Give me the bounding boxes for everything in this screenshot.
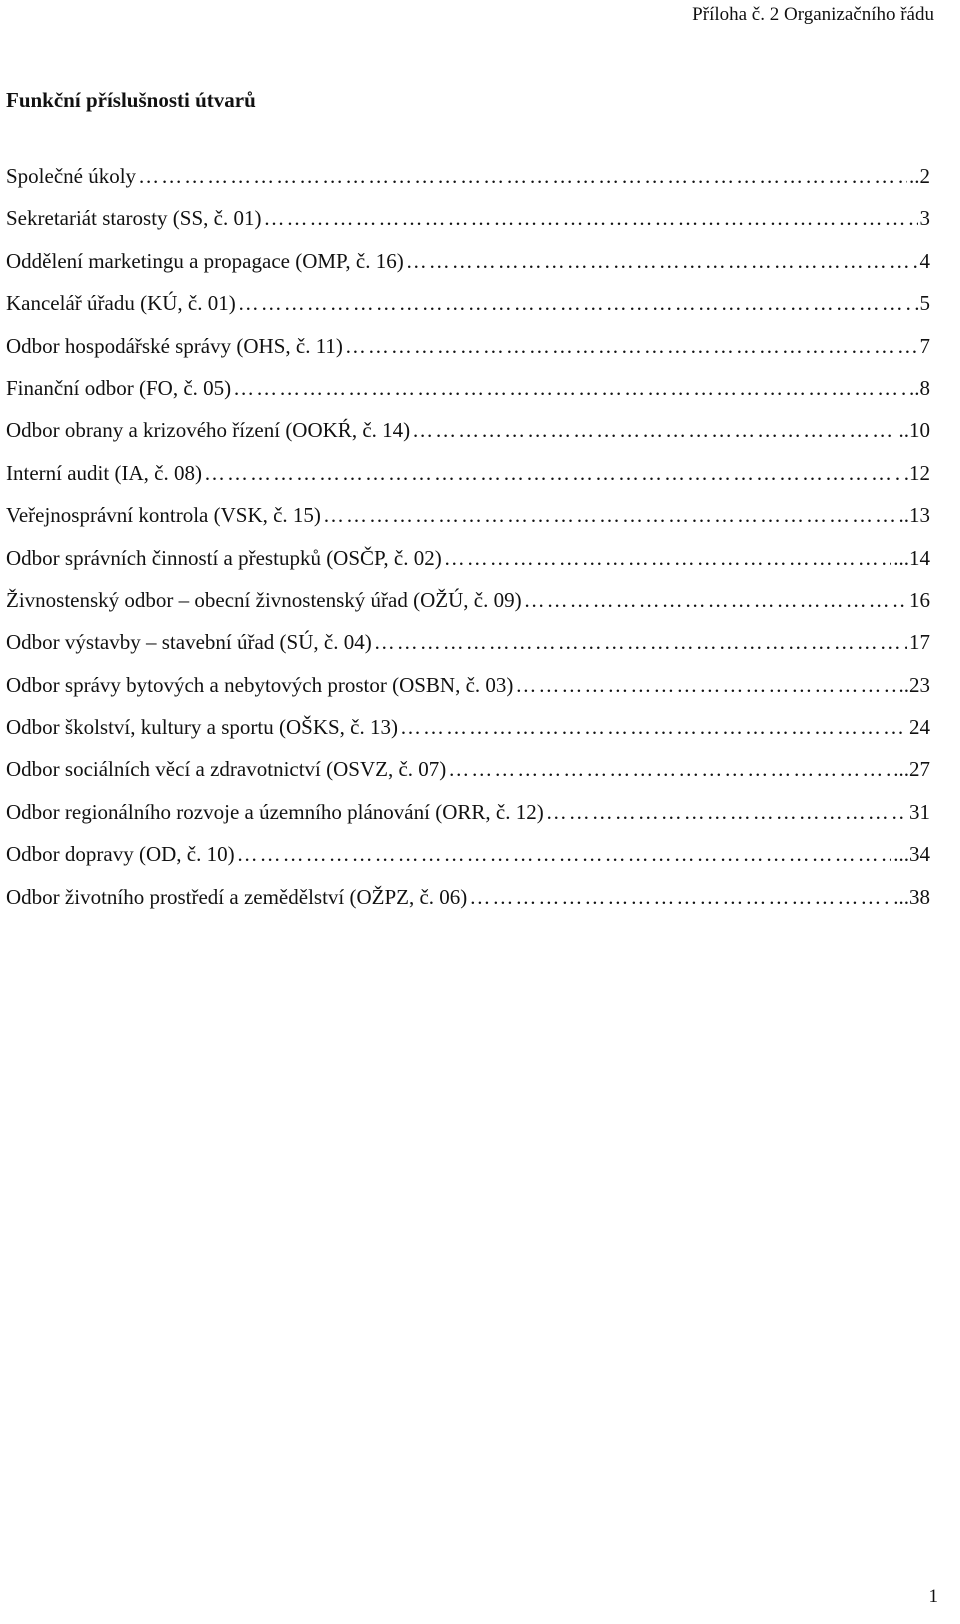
toc-entry-label: Odbor hospodářské správy (OHS, č. 11) (6, 333, 343, 358)
toc-entry-label: Odbor dopravy (OD, č. 10) (6, 842, 235, 867)
toc-entry[interactable] (6, 418, 930, 460)
toc-dot-leader (448, 757, 891, 782)
toc-entry-label: Odbor regionálního rozvoje a územního plánování (ORR, č. 12) (6, 799, 544, 824)
toc-entry[interactable] (6, 630, 930, 672)
toc-entry-label: Interní audit (IA, č. 08) (6, 460, 202, 485)
toc-dot-leader (524, 588, 907, 613)
toc-entry-label: Odbor sociálních věcí a zdravotnictví (OSVZ, č. 07) (6, 757, 447, 782)
toc-entry-page: ..2 (909, 164, 930, 188)
toc-entry-page: 4 (919, 248, 930, 273)
toc-entry-page: ...38 (893, 884, 930, 909)
toc-dot-leader (406, 249, 918, 274)
toc-dot-leader (400, 715, 907, 740)
toc-entry[interactable] (6, 461, 930, 503)
toc-dot-leader (238, 291, 913, 316)
toc-entry-label: Veřejnosprávní kontrola (VSK, č. 15) (6, 503, 321, 528)
toc-entry-page: ..8 (909, 375, 930, 400)
toc-dot-leader (444, 546, 892, 571)
toc-entry-page: 16 (909, 587, 930, 612)
toc-entry[interactable] (6, 376, 930, 418)
toc-entry-page: .12 (903, 460, 930, 485)
toc-entry-page: 7 (919, 333, 930, 358)
toc-entry[interactable] (6, 885, 930, 927)
toc-entry[interactable] (6, 673, 930, 715)
toc-dot-leader (412, 418, 896, 443)
toc-entry-page: ..10 (898, 418, 930, 443)
toc-entry-label: Odbor výstavby – stavební úřad (SÚ, č. 04) (6, 630, 372, 655)
toc-entry-page: ...14 (893, 545, 930, 570)
toc-entry-label: Kancelář úřadu (KÚ, č. 01) (6, 291, 236, 316)
toc-entry[interactable] (6, 249, 930, 291)
toc-entry-page: ..13 (898, 503, 930, 528)
toc-dot-leader (204, 461, 902, 486)
toc-entry[interactable] (6, 291, 930, 333)
toc-entry-label: Odbor správy bytových a nebytových prostor (OSBN, č. 03) (6, 672, 514, 697)
toc-entry-label: Oddělení marketingu a propagace (OMP, č. 16) (6, 248, 404, 273)
toc-entry[interactable] (6, 800, 930, 842)
toc-dot-leader (374, 630, 907, 655)
toc-entry[interactable] (6, 206, 930, 248)
toc-entry-page: 3 (919, 206, 930, 231)
toc-entry[interactable] (6, 715, 930, 757)
toc-dot-leader (263, 206, 917, 231)
toc-entry-label: Odbor správních činností a přestupků (OSČP, č. 02) (6, 545, 442, 570)
toc-entry[interactable] (6, 546, 930, 588)
toc-entry-page: 17 (909, 630, 930, 655)
toc-entry-label: Odbor obrany a krizového řízení (OOKŔ, č. 14) (6, 418, 411, 443)
toc-entry-page: ..23 (898, 672, 930, 697)
page-number: 1 (928, 1586, 938, 1607)
toc-entry-page: 24 (909, 715, 930, 740)
toc-entry[interactable] (6, 503, 930, 545)
toc-dot-leader (138, 164, 907, 189)
toc-dot-leader (233, 376, 907, 401)
toc-dot-leader (515, 673, 896, 698)
toc-entry-label: Společné úkoly (6, 164, 137, 188)
toc-entry-page: ...34 (893, 842, 930, 867)
toc-entry-page: .5 (914, 291, 930, 316)
toc-dot-leader (237, 842, 892, 867)
table-of-contents (6, 164, 930, 927)
toc-entry-label: Sekretariát starosty (SS, č. 01) (6, 206, 262, 231)
toc-entry-label: Živnostenský odbor – obecní živnostenský úřad (OŽÚ, č. 09) (6, 587, 522, 612)
document-title: Funkční příslušnosti útvarů (6, 88, 256, 112)
toc-entry[interactable] (6, 588, 930, 630)
toc-entry[interactable] (6, 757, 930, 799)
toc-entry[interactable] (6, 164, 930, 206)
toc-entry-label: Finanční odbor (FO, č. 05) (6, 375, 232, 400)
toc-dot-leader (345, 334, 918, 359)
toc-entry-page: ...27 (893, 757, 930, 782)
toc-entry-page: 31 (909, 799, 930, 824)
toc-entry[interactable] (6, 334, 930, 376)
toc-entry[interactable] (6, 842, 930, 884)
toc-dot-leader (323, 503, 897, 528)
toc-entry-label: Odbor školství, kultury a sportu (OŠKS, č. 13) (6, 715, 398, 740)
toc-entry-label: Odbor životního prostředí a zemědělství (OŽPZ, č. 06) (6, 884, 468, 909)
toc-dot-leader (469, 885, 891, 910)
toc-dot-leader (546, 800, 907, 825)
document-header-note: Příloha č. 2 Organizačního řádu (692, 4, 934, 25)
